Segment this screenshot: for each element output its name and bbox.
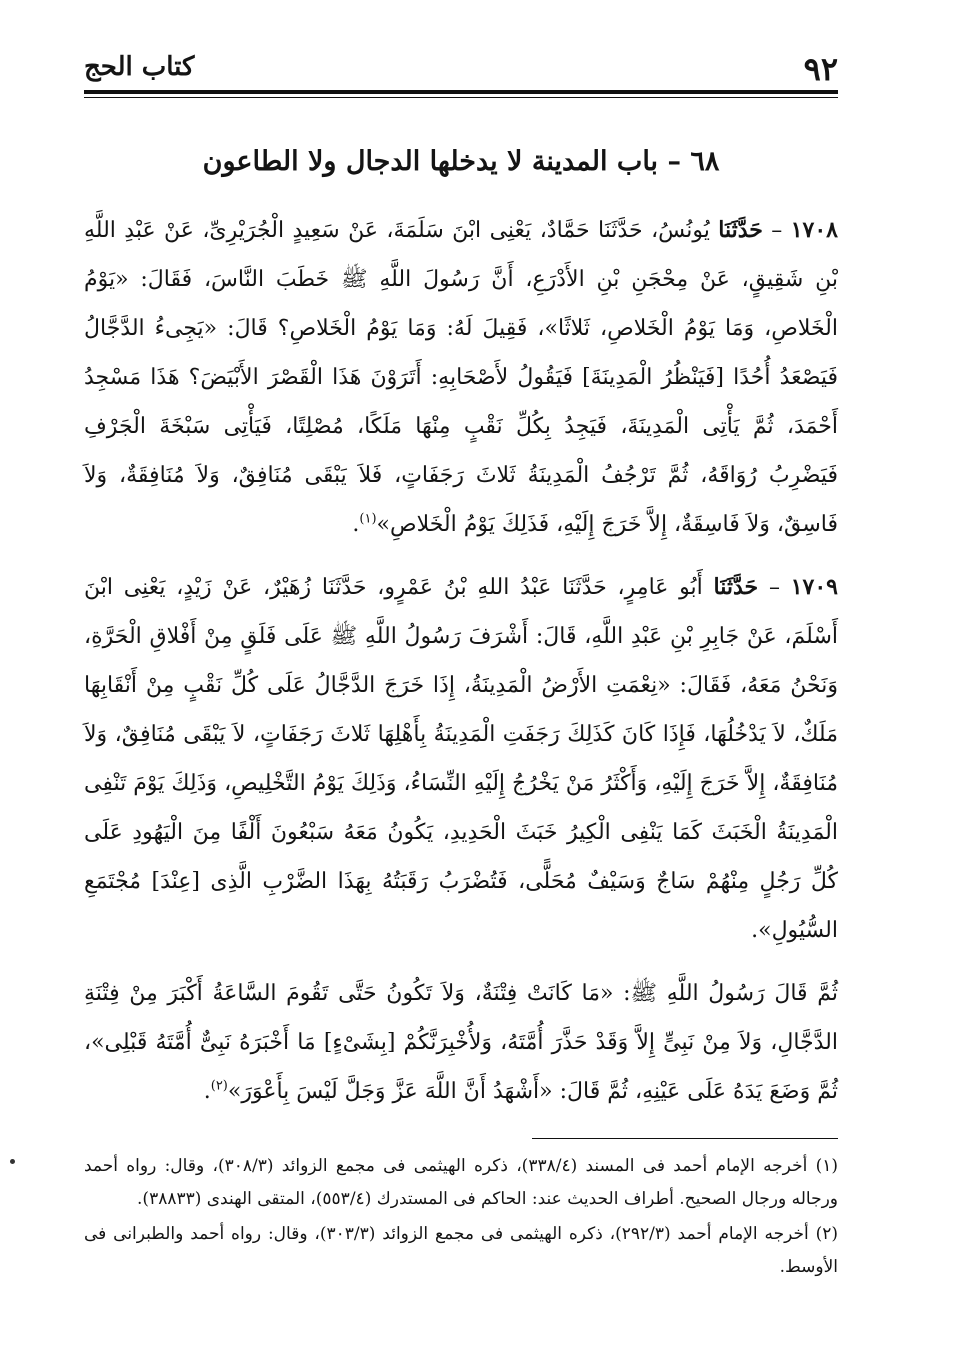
running-head bbox=[84, 48, 838, 92]
hadith-number: ١٧٠٨ bbox=[790, 217, 838, 243]
page-number: ٩٢ bbox=[803, 50, 838, 88]
footnote-mark: (٢) bbox=[210, 1078, 228, 1094]
hadith-lead: حَدَّثَنَا bbox=[718, 217, 763, 243]
footnotes bbox=[84, 1150, 838, 1286]
footnote-text: أخرجه الإمام أحمد فى المسند (٣٣٨/٤)، ذكره الهيثمى فى مجمع الزوائد (٣٠٨/٣)، وقال: رواه أحمد ورجاله ورجال الصحيح. أطراف الحديث عند: الحاكم فى المستدرك (٥٥٣/٤)، المتقى الهندى (٣٨٨٣٣). bbox=[84, 1156, 838, 1209]
hadith-text: أَبُو عَامِرٍ، حَدَّثَنَا عَبْدُ اللهِ بْنُ عَمْرٍو، حَدَّثَنَا زُهَيْرٌ، عَنْ زَيْدٍ، يَعْنِى ابْنَ أَسْلَمَ، عَنْ جَابِرِ بْنِ عَبْدِ اللَّهِ، قَالَ: أَشْرَفَ رَسُولُ اللَّهِ ﷺ عَلَى فَلَقٍ مِنْ أَفْلاقِ الْحَرَّةِ، وَنَحْنُ مَعَهُ، فَقَالَ: «نِعْمَتِ الأَرْضُ الْمَدِينَةُ، إِذَا خَرَجَ الدَّجَّالُ عَلَى كُلِّ نَقْبٍ مِنْ أَنْقَابِهَا مَلَكٌ، لاَ يَدْخُلُهَا، فَإِذَا كَانَ كَذَلِكَ رَجَفَتِ الْمَدِينَةُ بِأَهْلِهَا ثَلاثَ رَجَفَاتٍ، لاَ يَبْقَى مُنَافِقٌ، وَلاَ مُنَافِقَةٌ، إِلاَّ خَرَجَ إِلَيْهِ، وَأَكْثَرُ مَنْ يَخْرُجُ إِلَيْهِ النِّسَاءُ، وَذَلِكَ يَوْمُ التَّخْلِيصِ، وَذَلِكَ يَوْمَ تَنْفِى الْمَدِينَةُ الْخَبَثَ كَمَا يَنْفِى الْكِيرُ خَبَثَ الْحَدِيدِ، يَكُونُ مَعَهُ سَبْعُونَ أَلْفًا مِنَ الْيَهُودِ عَلَى كُلِّ رَجُلٍ مِنْهُمْ سَاجٌ وَسَيْفٌ مُحَلًّى، فَتُضْرَبُ رَقَبَتُهُ بِهَذَا الضَّرْبِ الَّذِى [عِنْدَ] مُجْتَمَعِ السُّيُولِ» bbox=[84, 575, 838, 943]
book-title: كتاب الحج bbox=[84, 52, 195, 82]
hadith-end: . bbox=[352, 512, 360, 537]
margin-mark bbox=[10, 1159, 15, 1164]
header-rule-thick bbox=[84, 90, 838, 94]
continuation-end: . bbox=[203, 1079, 211, 1104]
header-rule-thin bbox=[84, 97, 838, 98]
hadith-number: ١٧٠٩ bbox=[790, 574, 838, 600]
chapter-title: ٦٨ – باب المدينة لا يدخلها الدجال ولا الطاعون bbox=[202, 146, 720, 177]
hadith-dash: – bbox=[758, 575, 791, 600]
hadith-1709-continuation bbox=[84, 969, 838, 1116]
footnote-1 bbox=[84, 1150, 838, 1216]
footnote-number: (٢) bbox=[815, 1224, 838, 1244]
footnote-number: (١) bbox=[815, 1156, 838, 1176]
hadith-1708 bbox=[84, 206, 838, 549]
main-text bbox=[84, 206, 838, 1130]
footnote-2 bbox=[84, 1218, 838, 1284]
continuation-text: ثُمَّ قَالَ رَسُولُ اللَّهِ ﷺ: «مَا كَانَتْ فِتْنَةٌ، وَلاَ تَكُونُ حَتَّى تَقُومَ السَّاعَةُ أَكْبَرَ مِنْ فِتْنَةِ الدَّجَّالِ، وَلاَ مِنْ نَبِىٍّ إِلاَّ وَقَدْ حَذَّرَ أُمَّتَهُ، وَلأُخْبِرَنَّكُمْ [بِشَىْءٍ] مَا أَخْبَرَهُ نَبِىٌّ أُمَّتَهُ قَبْلِى»، ثُمَّ وَضَعَ يَدَهُ عَلَى عَيْنِهِ، ثُمَّ قَالَ: «أَشْهَدُ أَنَّ اللَّهَ عَزَّ وَجَلَّ لَيْسَ بِأَعْوَرَ» bbox=[84, 981, 838, 1104]
hadith-1709 bbox=[84, 563, 838, 955]
hadith-dash: – bbox=[762, 218, 791, 243]
footnote-mark: (١) bbox=[359, 511, 377, 527]
hadith-text: يُونُسُ، حَدَّثَنَا حَمَّادٌ، يَعْنِى ابْنَ سَلَمَةَ، عَنْ سَعِيدٍ الْجُرَيْرِىِّ، عَنْ عَبْدِ اللَّهِ بْنِ شَقِيقٍ، عَنْ مِحْجَنِ بْنِ الأَدْرَعِ، أَنَّ رَسُولَ اللَّهِ ﷺ خَطَبَ النَّاسَ، فَقَالَ: «يَوْمُ الْخَلاصِ، وَمَا يَوْمُ الْخَلاصِ، ثَلاثًا»، فَقِيلَ لَهُ: وَمَا يَوْمُ الْخَلاصِ؟ قَالَ: «يَجِىءُ الدَّجَّالُ فَيَصْعَدُ أُحُدًا [فَيَنْظُرُ الْمَدِينَةَ] فَيَقُولُ لأَصْحَابِهِ: أَتَرَوْنَ هَذَا الْقَصْرَ الأَبْيَضَ؟ هَذَا مَسْجِدُ أَحْمَدَ، ثُمَّ يَأْتِى الْمَدِينَةَ، فَيَجِدُ بِكُلِّ نَقْبٍ مِنْهَا مَلَكًا، مُصْلِتًا، فَيَأْتِى سَبْخَةَ الْجَرْفِ فَيَضْرِبُ رُوَاقَهُ، ثُمَّ تَرْجُفُ الْمَدِينَةُ ثَلاثَ رَجَفَاتٍ، فَلاَ يَبْقَى مُنَافِقٌ، وَلاَ مُنَافِقَةٌ، وَلاَ فَاسِقٌ، وَلاَ فَاسِقَةٌ، إِلاَّ خَرَجَ إِلَيْهِ، فَذَلِكَ يَوْمُ الْخَلاصِ» bbox=[84, 218, 838, 537]
hadith-end: . bbox=[751, 918, 759, 943]
footnote-separator bbox=[532, 1138, 838, 1139]
hadith-lead: حَدَّثَنَا bbox=[713, 574, 759, 600]
footnote-text: أخرجه الإمام أحمد (٢٩٢/٣)، ذكره الهيثمى فى مجمع الزوائد (٣٠٣/٣)، وقال: رواه أحمد والطبرانى فى الأوسط. bbox=[84, 1224, 838, 1277]
